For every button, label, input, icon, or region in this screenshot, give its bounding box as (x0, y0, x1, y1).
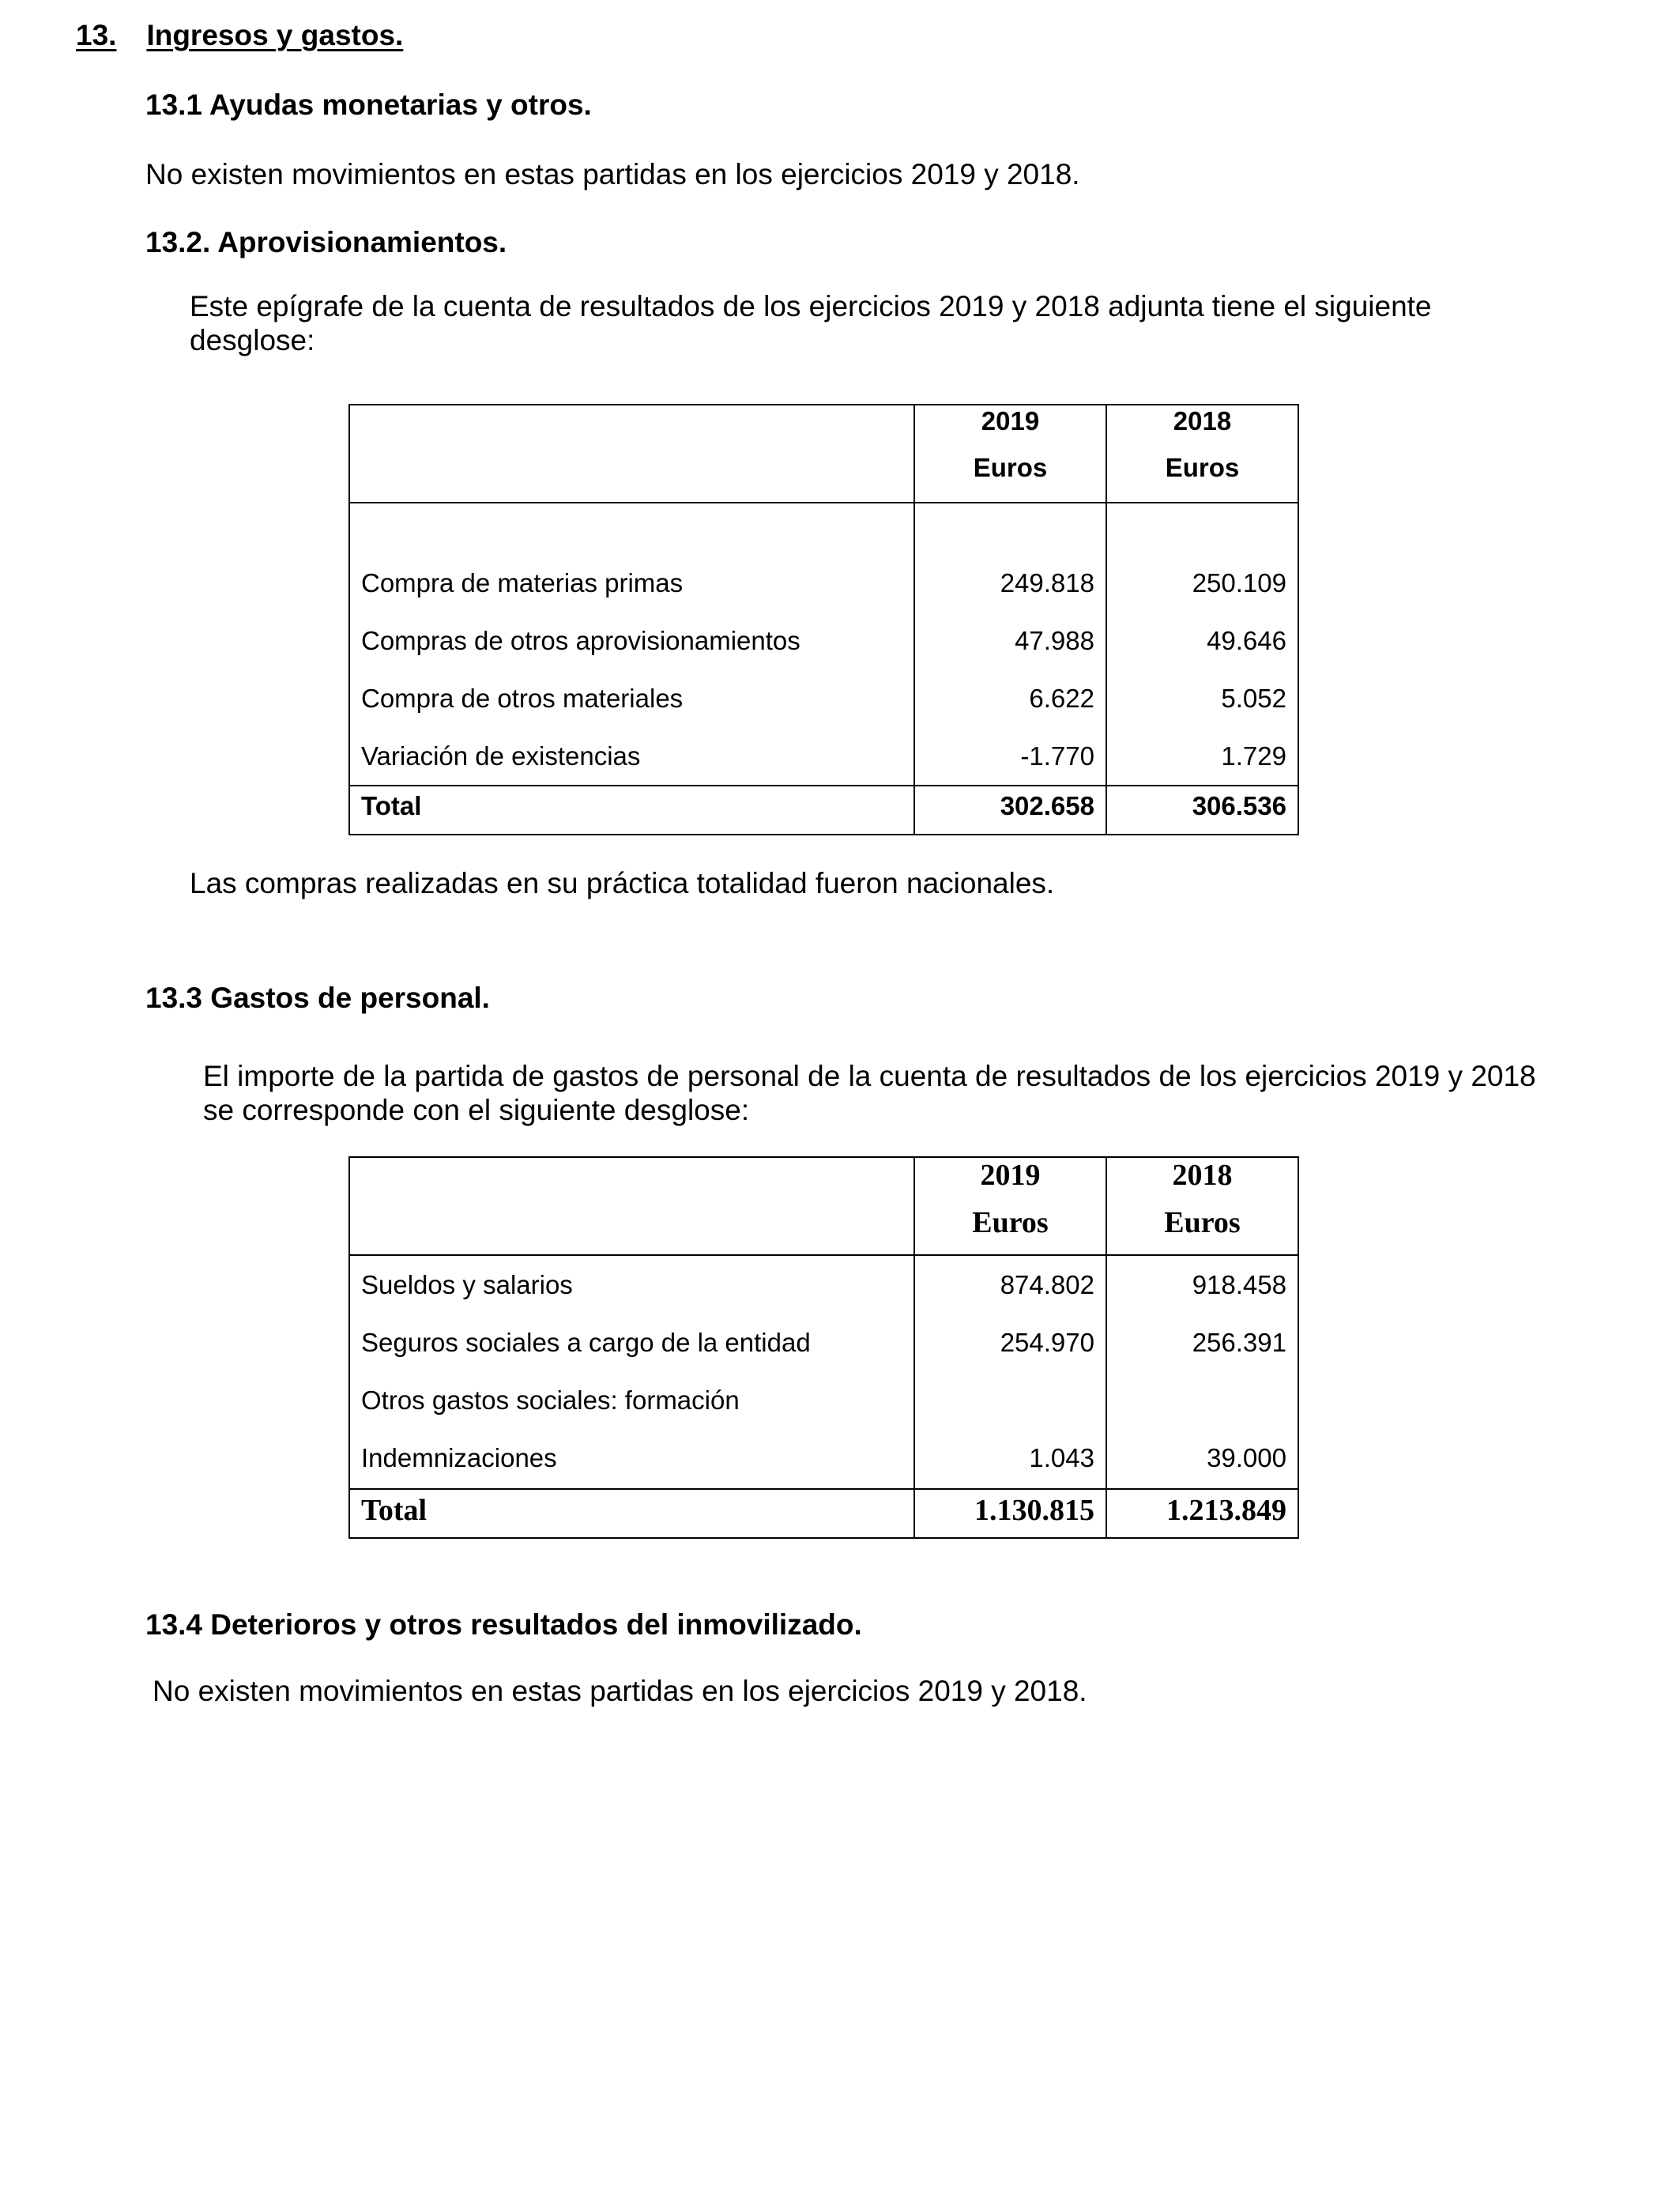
body-values-2019 (914, 1255, 1106, 1489)
row-value: 250.109 (1192, 568, 1286, 598)
body-values-2018 (1106, 1255, 1298, 1489)
subsection-13-1-text: No existen movimientos en estas partidas en los ejercicios 2019 y 2018. (145, 158, 1080, 190)
table-header-row (349, 1157, 1298, 1255)
row-value: 874.802 (1000, 1270, 1094, 1299)
header-2018 (1106, 405, 1298, 503)
body-labels (349, 1255, 914, 1489)
intro-line: Este epígrafe de la cuenta de resultados de los ejercicios 2019 y 2018 adjunta tiene el siguiente (190, 290, 1432, 322)
row-label: Otros gastos sociales: formación (361, 1385, 740, 1415)
body-values-2018 (1106, 503, 1298, 786)
total-2019: 302.658 (914, 786, 1106, 835)
header-unit: Euros (1165, 453, 1240, 482)
row-value: 47.988 (1015, 626, 1094, 655)
total-2018: 1.213.849 (1106, 1489, 1298, 1538)
row-label: Variación de existencias (361, 741, 641, 771)
header-year: 2018 (1173, 406, 1232, 435)
header-year: 2018 (1172, 1159, 1233, 1192)
header-2019 (914, 405, 1106, 503)
header-year: 2019 (981, 406, 1040, 435)
body-labels (349, 503, 914, 786)
subsection-13-1-heading: 13.1 Ayudas monetarias y otros. (145, 89, 592, 121)
row-value: 39.000 (1207, 1443, 1286, 1472)
row-value: 1.043 (1029, 1443, 1094, 1472)
total-2019: 1.130.815 (914, 1489, 1106, 1538)
row-value: 918.458 (1192, 1270, 1286, 1299)
aprovisionamientos-table (348, 404, 1299, 835)
row-value (926, 1371, 1094, 1429)
header-unit: Euros (973, 453, 1048, 482)
row-label: Sueldos y salarios (361, 1270, 573, 1299)
header-year: 2019 (980, 1159, 1041, 1192)
subsection-13-4-text: No existen movimientos en estas partidas en los ejercicios 2019 y 2018. (153, 1675, 1087, 1707)
intro-line: se corresponde con el siguiente desglose: (203, 1094, 750, 1126)
subsection-13-3-heading: 13.3 Gastos de personal. (145, 982, 490, 1014)
intro-line: El importe de la partida de gastos de personal de la cuenta de resultados de los ejercicios 2019 y 2018 (203, 1060, 1536, 1092)
subsection-13-2-heading: 13.2. Aprovisionamientos. (145, 226, 507, 258)
row-label: Indemnizaciones (361, 1443, 557, 1472)
row-value (1118, 1371, 1286, 1429)
row-label: Compras de otros aprovisionamientos (361, 626, 800, 655)
header-2018 (1106, 1157, 1298, 1255)
table-header-row (349, 405, 1298, 503)
header-label-cell (349, 1157, 914, 1255)
subsection-13-2-intro (190, 289, 1432, 357)
section-number: 13. (76, 19, 117, 51)
intro-line: desglose: (190, 324, 315, 356)
row-value: 249.818 (1000, 568, 1094, 598)
row-label: Compra de materias primas (361, 568, 684, 598)
header-label-cell (349, 405, 914, 503)
row-value: 5.052 (1221, 684, 1286, 713)
row-value: 256.391 (1192, 1328, 1286, 1357)
section-heading (76, 19, 403, 52)
subsection-13-4-heading: 13.4 Deterioros y otros resultados del inmovilizado. (145, 1608, 862, 1641)
total-label: Total (349, 786, 914, 835)
table-total-row (349, 1489, 1298, 1538)
table-total-row (349, 786, 1298, 835)
gastos-personal-table (348, 1156, 1299, 1539)
row-value: 254.970 (1000, 1328, 1094, 1357)
body-values-2019 (914, 503, 1106, 786)
row-value: 6.622 (1029, 684, 1094, 713)
row-value: -1.770 (1020, 741, 1094, 771)
section-title: Ingresos y gastos. (146, 19, 404, 51)
subsection-13-2-note: Las compras realizadas en su práctica totalidad fueron nacionales. (190, 867, 1055, 899)
header-2019 (914, 1157, 1106, 1255)
row-value: 1.729 (1221, 741, 1286, 771)
row-label: Seguros sociales a cargo de la entidad (361, 1328, 811, 1357)
row-value: 49.646 (1207, 626, 1286, 655)
header-unit: Euros (972, 1206, 1049, 1239)
table-body-row (349, 503, 1298, 786)
total-label: Total (349, 1489, 914, 1538)
row-label: Compra de otros materiales (361, 684, 684, 713)
header-unit: Euros (1164, 1206, 1241, 1239)
total-2018: 306.536 (1106, 786, 1298, 835)
subsection-13-3-intro (203, 1059, 1536, 1127)
table-body-row (349, 1255, 1298, 1489)
